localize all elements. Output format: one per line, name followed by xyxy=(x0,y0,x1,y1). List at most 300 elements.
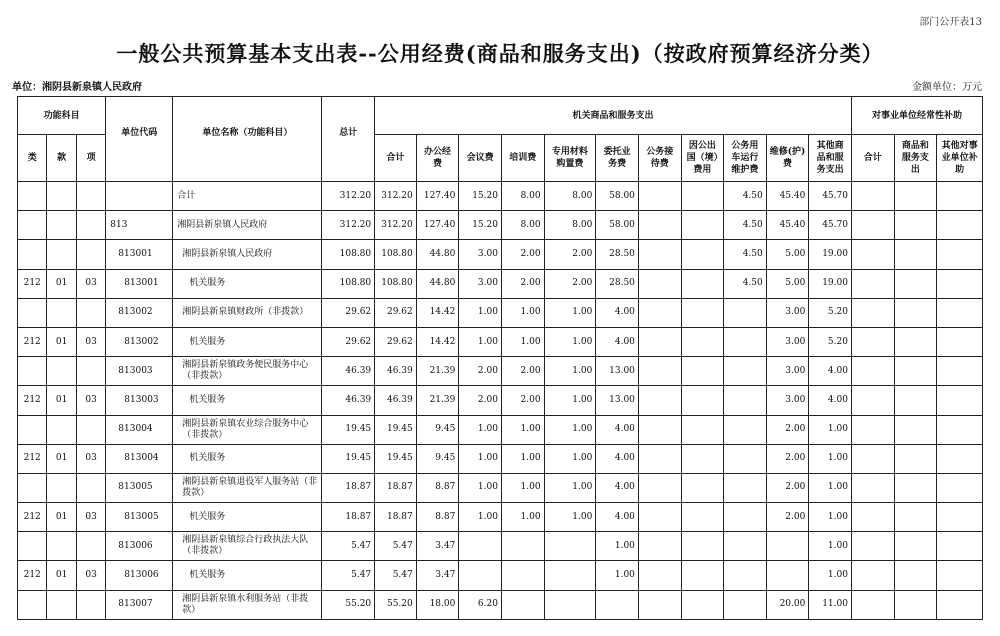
cell-amount xyxy=(544,590,596,619)
cell-amount: 4.00 xyxy=(596,444,639,473)
cell-unit-code: 813004 xyxy=(106,444,173,473)
cell-unit-code: 813002 xyxy=(106,327,173,356)
cell-amount: 312.20 xyxy=(375,182,417,211)
cell-amount xyxy=(851,182,894,211)
cell-amount xyxy=(501,590,544,619)
cell-xiang xyxy=(76,182,105,211)
cell-xiang xyxy=(76,415,105,444)
cell-amount xyxy=(766,532,809,561)
header-org-col: 其他商品和服务支出 xyxy=(809,135,852,182)
cell-amount: 8.00 xyxy=(544,211,596,240)
cell-amount: 1.00 xyxy=(809,473,852,502)
cell-amount xyxy=(937,503,983,532)
cell-amount xyxy=(638,415,681,444)
cell-amount: 1.00 xyxy=(544,503,596,532)
cell-amount: 29.62 xyxy=(322,327,375,356)
cell-amount xyxy=(937,444,983,473)
header-unit-name: 单位名称（功能科目） xyxy=(173,97,322,182)
cell-amount: 4.00 xyxy=(596,415,639,444)
cell-lei xyxy=(18,357,47,386)
cell-unit-name: 机关服务 xyxy=(173,444,322,473)
cell-amount: 2.00 xyxy=(501,386,544,415)
table-row xyxy=(18,415,983,444)
cell-xiang xyxy=(76,298,105,327)
cell-amount: 4.50 xyxy=(724,211,767,240)
cell-amount xyxy=(638,182,681,211)
cell-amount xyxy=(681,532,724,561)
cell-amount: 9.45 xyxy=(416,444,459,473)
cell-amount: 28.50 xyxy=(596,240,639,269)
cell-unit-code: 813004 xyxy=(106,415,173,444)
cell-amount: 2.00 xyxy=(459,357,502,386)
cell-amount: 1.00 xyxy=(544,473,596,502)
cell-amount: 1.00 xyxy=(809,415,852,444)
header-org-col: 维修(护)费 xyxy=(766,135,809,182)
table-row xyxy=(18,386,983,415)
cell-amount xyxy=(851,327,894,356)
cell-amount xyxy=(681,327,724,356)
cell-amount: 21.39 xyxy=(416,386,459,415)
cell-kuan: 01 xyxy=(47,444,76,473)
cell-amount: 5.00 xyxy=(766,269,809,298)
cell-amount: 9.45 xyxy=(416,415,459,444)
header-org-col: 专用材料购置费 xyxy=(544,135,596,182)
cell-amount xyxy=(724,327,767,356)
cell-amount: 1.00 xyxy=(544,386,596,415)
cell-amount xyxy=(681,503,724,532)
cell-amount: 312.20 xyxy=(322,182,375,211)
cell-amount: 15.20 xyxy=(459,211,502,240)
cell-amount: 1.00 xyxy=(544,415,596,444)
cell-amount: 18.87 xyxy=(375,503,417,532)
cell-amount: 5.00 xyxy=(766,240,809,269)
cell-amount: 1.00 xyxy=(501,503,544,532)
cell-xiang: 03 xyxy=(76,327,105,356)
cell-amount: 108.80 xyxy=(322,240,375,269)
cell-amount: 3.00 xyxy=(766,386,809,415)
money-unit-label: 金额单位：万元 xyxy=(912,82,982,93)
cell-amount: 1.00 xyxy=(544,298,596,327)
cell-amount: 1.00 xyxy=(809,532,852,561)
cell-amount: 14.42 xyxy=(416,298,459,327)
cell-amount xyxy=(937,357,983,386)
cell-amount: 108.80 xyxy=(375,240,417,269)
header-org-col: 因公出国（境）费用 xyxy=(681,135,724,182)
cell-amount xyxy=(937,182,983,211)
cell-amount xyxy=(724,386,767,415)
cell-amount: 1.00 xyxy=(809,503,852,532)
cell-amount xyxy=(724,444,767,473)
table-row xyxy=(18,357,983,386)
cell-kuan xyxy=(47,532,76,561)
cell-amount xyxy=(851,415,894,444)
cell-amount xyxy=(851,503,894,532)
cell-amount: 18.87 xyxy=(322,503,375,532)
table-row xyxy=(18,561,983,590)
cell-amount: 4.50 xyxy=(724,269,767,298)
table-row xyxy=(18,298,983,327)
cell-xiang xyxy=(76,473,105,502)
cell-amount: 2.00 xyxy=(544,269,596,298)
cell-unit-code: 813005 xyxy=(106,473,173,502)
table-row xyxy=(18,327,983,356)
cell-amount: 5.20 xyxy=(809,298,852,327)
cell-amount: 45.70 xyxy=(809,211,852,240)
cell-lei xyxy=(18,590,47,619)
cell-amount: 44.80 xyxy=(416,269,459,298)
cell-amount xyxy=(894,211,937,240)
cell-unit-name: 湘阴县新泉镇退役军人服务站（非拨款） xyxy=(173,473,322,502)
cell-amount: 4.50 xyxy=(724,182,767,211)
cell-amount: 45.40 xyxy=(766,211,809,240)
cell-amount: 29.62 xyxy=(322,298,375,327)
cell-kuan: 01 xyxy=(47,503,76,532)
cell-unit-name: 合计 xyxy=(173,182,322,211)
cell-amount: 18.87 xyxy=(322,473,375,502)
cell-amount: 46.39 xyxy=(322,357,375,386)
cell-amount: 5.47 xyxy=(322,532,375,561)
cell-xiang xyxy=(76,590,105,619)
cell-amount xyxy=(638,357,681,386)
cell-amount: 4.00 xyxy=(596,473,639,502)
cell-amount xyxy=(894,386,937,415)
cell-amount: 28.50 xyxy=(596,269,639,298)
cell-amount xyxy=(681,240,724,269)
cell-amount xyxy=(894,444,937,473)
cell-amount: 4.00 xyxy=(809,357,852,386)
cell-amount xyxy=(681,386,724,415)
header-org-col: 合计 xyxy=(375,135,417,182)
cell-amount xyxy=(766,561,809,590)
cell-amount xyxy=(638,532,681,561)
cell-amount: 2.00 xyxy=(501,357,544,386)
table-row xyxy=(18,590,983,619)
cell-kuan: 01 xyxy=(47,269,76,298)
cell-amount xyxy=(681,211,724,240)
cell-amount xyxy=(851,240,894,269)
cell-amount xyxy=(894,532,937,561)
cell-amount: 5.47 xyxy=(375,532,417,561)
cell-unit-name: 机关服务 xyxy=(173,386,322,415)
cell-amount: 3.47 xyxy=(416,561,459,590)
cell-amount xyxy=(724,503,767,532)
cell-amount: 4.50 xyxy=(724,240,767,269)
cell-unit-code: 813006 xyxy=(106,561,173,590)
table-row xyxy=(18,503,983,532)
cell-lei: 212 xyxy=(18,503,47,532)
cell-amount xyxy=(894,415,937,444)
cell-amount: 8.00 xyxy=(501,211,544,240)
cell-amount: 1.00 xyxy=(809,561,852,590)
cell-unit-name: 湘阴县新泉镇农业综合服务中心（非拨款） xyxy=(173,415,322,444)
table-row xyxy=(18,532,983,561)
cell-xiang xyxy=(76,211,105,240)
table-header xyxy=(18,97,983,182)
unit-label: 单位：湘阴县新泉镇人民政府 xyxy=(12,82,142,93)
cell-amount xyxy=(937,211,983,240)
header-inst-col: 其他对事业单位补助 xyxy=(937,135,983,182)
cell-amount xyxy=(937,415,983,444)
cell-xiang xyxy=(76,240,105,269)
cell-amount: 2.00 xyxy=(766,503,809,532)
table-row xyxy=(18,269,983,298)
cell-amount xyxy=(638,473,681,502)
cell-amount: 4.00 xyxy=(596,327,639,356)
cell-unit-name: 机关服务 xyxy=(173,503,322,532)
cell-xiang: 03 xyxy=(76,561,105,590)
cell-amount xyxy=(937,532,983,561)
cell-amount xyxy=(638,561,681,590)
cell-lei xyxy=(18,298,47,327)
cell-amount: 21.39 xyxy=(416,357,459,386)
cell-amount: 6.20 xyxy=(459,590,502,619)
cell-amount xyxy=(937,590,983,619)
cell-amount xyxy=(544,561,596,590)
cell-amount: 1.00 xyxy=(459,298,502,327)
cell-amount: 58.00 xyxy=(596,182,639,211)
cell-xiang xyxy=(76,357,105,386)
cell-amount xyxy=(851,357,894,386)
cell-unit-code: 813001 xyxy=(106,240,173,269)
cell-lei xyxy=(18,473,47,502)
cell-unit-code: 813002 xyxy=(106,298,173,327)
cell-amount: 2.00 xyxy=(459,386,502,415)
cell-unit-code: 813003 xyxy=(106,357,173,386)
cell-amount xyxy=(681,357,724,386)
cell-amount: 20.00 xyxy=(766,590,809,619)
cell-amount: 1.00 xyxy=(501,415,544,444)
cell-xiang: 03 xyxy=(76,386,105,415)
cell-unit-name: 机关服务 xyxy=(173,561,322,590)
table-row xyxy=(18,240,983,269)
header-org-col: 培训费 xyxy=(501,135,544,182)
header-org-col: 委托业务费 xyxy=(596,135,639,182)
cell-amount: 1.00 xyxy=(809,444,852,473)
cell-amount: 55.20 xyxy=(322,590,375,619)
cell-amount xyxy=(894,357,937,386)
cell-amount xyxy=(894,240,937,269)
cell-lei xyxy=(18,182,47,211)
cell-amount: 1.00 xyxy=(544,327,596,356)
cell-amount xyxy=(544,532,596,561)
cell-amount: 1.00 xyxy=(501,444,544,473)
cell-xiang: 03 xyxy=(76,503,105,532)
cell-kuan xyxy=(47,357,76,386)
cell-amount: 3.00 xyxy=(766,357,809,386)
cell-amount xyxy=(681,590,724,619)
cell-amount: 8.00 xyxy=(544,182,596,211)
cell-amount xyxy=(638,327,681,356)
cell-unit-name: 机关服务 xyxy=(173,327,322,356)
cell-amount: 55.20 xyxy=(375,590,417,619)
table-row xyxy=(18,444,983,473)
header-org-group: 机关商品和服务支出 xyxy=(375,97,852,135)
cell-kuan xyxy=(47,415,76,444)
cell-amount xyxy=(638,269,681,298)
cell-amount: 2.00 xyxy=(501,240,544,269)
cell-xiang: 03 xyxy=(76,444,105,473)
cell-amount xyxy=(851,269,894,298)
cell-unit-name: 湘阴县新泉镇人民政府 xyxy=(173,211,322,240)
cell-amount: 1.00 xyxy=(459,415,502,444)
cell-amount xyxy=(681,415,724,444)
cell-kuan xyxy=(47,298,76,327)
cell-amount xyxy=(851,532,894,561)
cell-amount xyxy=(459,561,502,590)
header-unit-code: 单位代码 xyxy=(106,97,173,182)
cell-amount xyxy=(724,415,767,444)
cell-xiang xyxy=(76,532,105,561)
cell-unit-code: 813006 xyxy=(106,532,173,561)
cell-amount: 127.40 xyxy=(416,211,459,240)
cell-amount: 8.87 xyxy=(416,473,459,502)
cell-amount xyxy=(501,532,544,561)
cell-amount xyxy=(894,327,937,356)
cell-amount: 19.45 xyxy=(322,444,375,473)
cell-amount xyxy=(724,357,767,386)
cell-unit-name: 湘阴县新泉镇人民政府 xyxy=(173,240,322,269)
cell-amount xyxy=(638,211,681,240)
cell-unit-code: 813001 xyxy=(106,269,173,298)
cell-xiang: 03 xyxy=(76,269,105,298)
header-lei: 类 xyxy=(18,135,47,182)
cell-lei xyxy=(18,415,47,444)
cell-amount: 3.00 xyxy=(459,240,502,269)
cell-amount: 2.00 xyxy=(766,473,809,502)
cell-amount xyxy=(937,327,983,356)
cell-lei: 212 xyxy=(18,561,47,590)
cell-kuan: 01 xyxy=(47,327,76,356)
header-org-col: 办公经费 xyxy=(416,135,459,182)
cell-amount: 45.70 xyxy=(809,182,852,211)
cell-kuan xyxy=(47,211,76,240)
cell-amount: 14.42 xyxy=(416,327,459,356)
cell-lei: 212 xyxy=(18,386,47,415)
cell-amount: 127.40 xyxy=(416,182,459,211)
cell-amount: 58.00 xyxy=(596,211,639,240)
cell-kuan: 01 xyxy=(47,386,76,415)
cell-amount xyxy=(851,211,894,240)
cell-unit-name: 湘阴县新泉镇水利服务站（非拨款） xyxy=(173,590,322,619)
cell-amount: 18.00 xyxy=(416,590,459,619)
cell-amount: 1.00 xyxy=(459,444,502,473)
cell-amount: 1.00 xyxy=(459,327,502,356)
cell-amount xyxy=(724,590,767,619)
cell-unit-code: 813005 xyxy=(106,503,173,532)
cell-amount xyxy=(681,444,724,473)
cell-amount: 1.00 xyxy=(596,561,639,590)
table-row xyxy=(18,473,983,502)
header-func-subject: 功能科目 xyxy=(18,97,106,135)
cell-amount: 5.47 xyxy=(322,561,375,590)
header-org-col: 公务接待费 xyxy=(638,135,681,182)
cell-amount xyxy=(894,298,937,327)
cell-amount xyxy=(851,298,894,327)
cell-amount: 44.80 xyxy=(416,240,459,269)
cell-amount: 4.00 xyxy=(596,503,639,532)
cell-amount: 312.20 xyxy=(322,211,375,240)
cell-amount xyxy=(937,240,983,269)
cell-amount xyxy=(894,590,937,619)
cell-unit-name: 湘阴县新泉镇政务便民服务中心（非拨款） xyxy=(173,357,322,386)
cell-amount xyxy=(638,298,681,327)
cell-amount xyxy=(681,269,724,298)
cell-amount: 19.00 xyxy=(809,269,852,298)
cell-amount xyxy=(638,444,681,473)
cell-unit-name: 机关服务 xyxy=(173,269,322,298)
cell-amount xyxy=(851,473,894,502)
cell-amount xyxy=(596,590,639,619)
header-inst-col: 商品和服务支出 xyxy=(894,135,937,182)
cell-amount xyxy=(724,561,767,590)
cell-amount xyxy=(681,298,724,327)
cell-amount xyxy=(638,386,681,415)
header-inst-col: 合计 xyxy=(851,135,894,182)
cell-amount xyxy=(937,386,983,415)
cell-amount: 46.39 xyxy=(375,386,417,415)
cell-lei: 212 xyxy=(18,269,47,298)
cell-amount xyxy=(894,269,937,298)
cell-amount xyxy=(681,561,724,590)
cell-kuan xyxy=(47,590,76,619)
cell-amount xyxy=(459,532,502,561)
cell-amount: 1.00 xyxy=(544,444,596,473)
cell-amount: 13.00 xyxy=(596,357,639,386)
cell-amount: 108.80 xyxy=(375,269,417,298)
cell-amount: 1.00 xyxy=(596,532,639,561)
cell-amount: 13.00 xyxy=(596,386,639,415)
cell-amount: 15.20 xyxy=(459,182,502,211)
table-row xyxy=(18,182,983,211)
cell-amount xyxy=(851,561,894,590)
table-body xyxy=(18,182,983,620)
cell-amount: 1.00 xyxy=(459,473,502,502)
cell-amount xyxy=(501,561,544,590)
cell-amount xyxy=(724,298,767,327)
cell-lei: 212 xyxy=(18,444,47,473)
cell-amount: 11.00 xyxy=(809,590,852,619)
document-number: 部门公开表13 xyxy=(919,17,982,28)
cell-amount xyxy=(894,503,937,532)
cell-amount: 1.00 xyxy=(501,298,544,327)
cell-amount xyxy=(894,182,937,211)
cell-amount xyxy=(894,473,937,502)
cell-amount: 29.62 xyxy=(375,327,417,356)
cell-lei: 212 xyxy=(18,327,47,356)
cell-kuan xyxy=(47,473,76,502)
cell-amount xyxy=(638,503,681,532)
cell-unit-code: 813 xyxy=(106,211,173,240)
cell-amount: 19.00 xyxy=(809,240,852,269)
cell-amount xyxy=(937,473,983,502)
cell-kuan xyxy=(47,240,76,269)
cell-amount xyxy=(851,590,894,619)
cell-amount: 2.00 xyxy=(544,240,596,269)
cell-amount: 1.00 xyxy=(544,357,596,386)
cell-amount xyxy=(851,444,894,473)
cell-amount: 312.20 xyxy=(375,211,417,240)
cell-lei xyxy=(18,532,47,561)
header-org-col: 公务用车运行维护费 xyxy=(724,135,767,182)
cell-amount: 2.00 xyxy=(766,444,809,473)
cell-amount: 2.00 xyxy=(501,269,544,298)
cell-amount xyxy=(937,298,983,327)
page-title: 一般公共预算基本支出表--公用经费(商品和服务支出)（按政府预算经济分类） xyxy=(116,41,884,66)
cell-amount xyxy=(681,473,724,502)
budget-table xyxy=(17,96,983,620)
cell-kuan: 01 xyxy=(47,561,76,590)
header-org-col: 会议费 xyxy=(459,135,502,182)
